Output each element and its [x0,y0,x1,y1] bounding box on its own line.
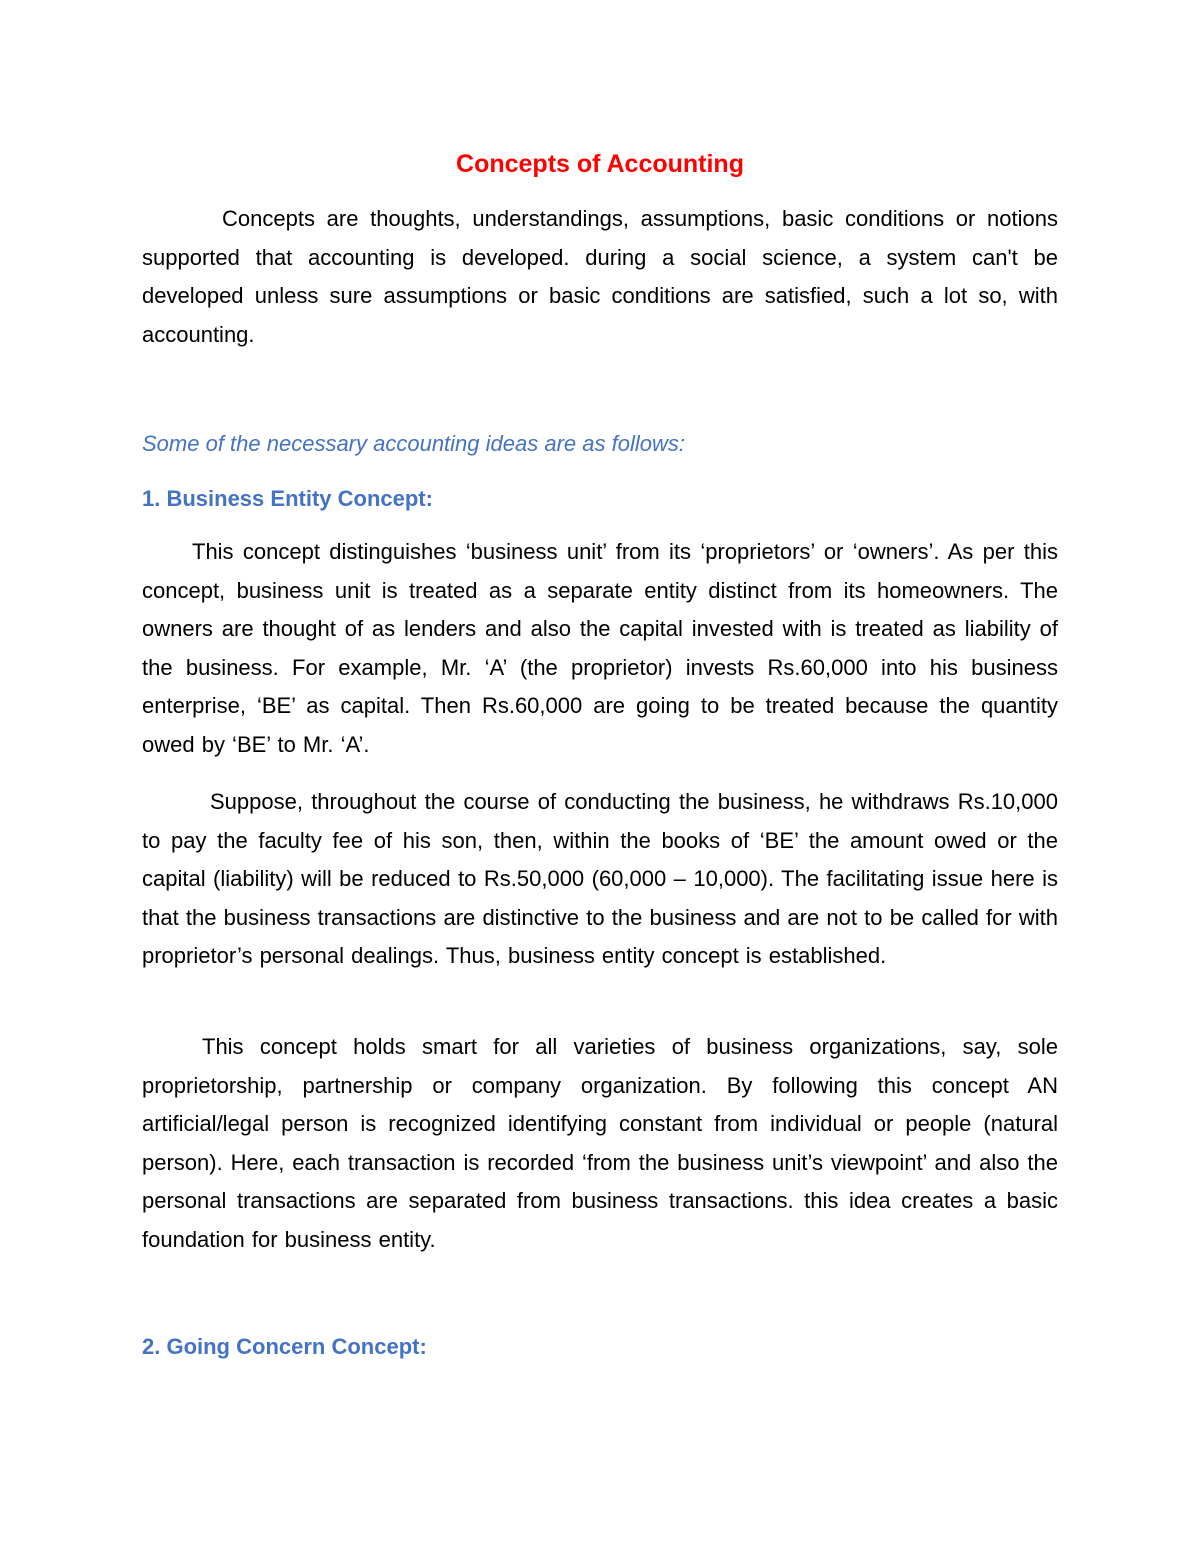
section-heading-going-concern: 2. Going Concern Concept: [142,1334,427,1359]
intro-paragraph: Concepts are thoughts, understandings, assumptions, basic conditions or notions supported that accounting is developed. during a social science, a system can't be developed unless sure assumptions or basic conditions are satisfied, such a lot so, with accounting. [142,206,1058,347]
section-intro-subheading: Some of the necessary accounting ideas are as follows: [142,431,685,456]
document-title: Concepts of Accounting [456,150,744,178]
business-entity-paragraph-3: This concept holds smart for all varieties of business organizations, say, sole proprietorship, partnership or company organization. By following this concept AN artificial/legal person is recognized identifying constant from individual or people (natural person). Here, each transaction is recorded ‘from the business unit’s viewpoint’ and also the personal transactions are separated from business transactions. this idea creates a basic foundation for business entity. [142,1034,1058,1252]
business-entity-paragraph-2: Suppose, throughout the course of conducting the business, he withdraws Rs.10,000 to pay the faculty fee of his son, then, within the books of ‘BE’ the amount owed or the capital (liability) will be reduced to Rs.50,000 (60,000 – 10,000). The facilitating issue here is that the business transactions are distinctive to the business and are not to be called for with proprietor’s personal dealings. Thus, business entity concept is established. [142,789,1058,968]
business-entity-paragraph-1: This concept distinguishes ‘business unit’ from its ‘proprietors’ or ‘owners’. As per this concept, business unit is treated as a separate entity distinct from its homeowners. The owners are thought of as lenders and also the capital invested with is treated as liability of the business. For example, Mr. ‘A’ (the proprietor) invests Rs.60,000 into his business enterprise, ‘BE’ as capital. Then Rs.60,000 are going to be treated because the quantity owed by ‘BE’ to Mr. ‘A’. [142,539,1058,757]
section-heading-business-entity: 1. Business Entity Concept: [142,486,433,511]
